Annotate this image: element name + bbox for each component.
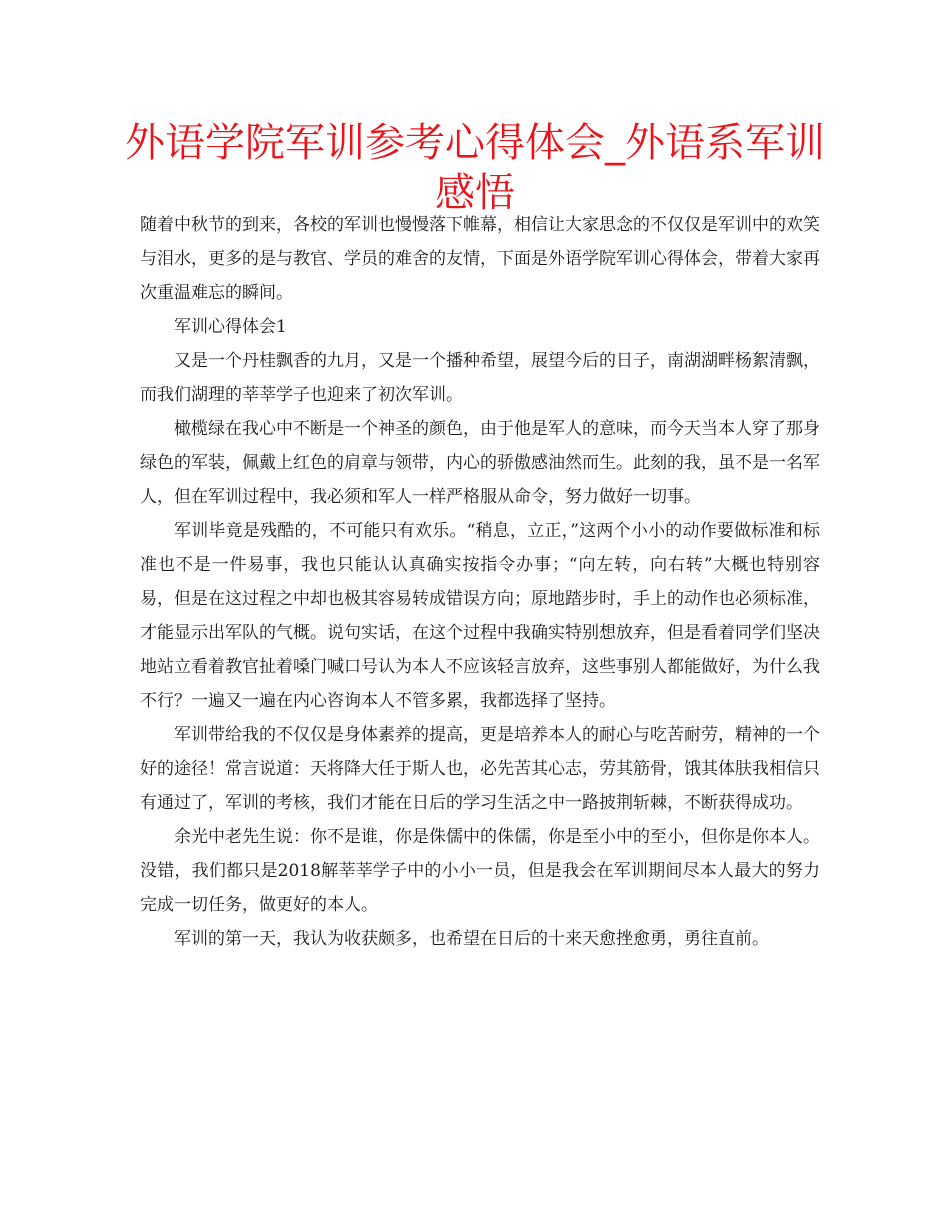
section-heading: 军训心得体会1 xyxy=(174,317,287,337)
body-paragraph: 军训的第一天，我认为收获颇多，也希望在日后的十来天愈挫愈勇，勇往直前。 xyxy=(174,929,769,949)
intro-paragraph: 随着中秋节的到来，各校的军训也慢慢落下帷幕，相信让大家思念的不仅仅是军训中的欢笑与泪水，更多的是与教官、学员的难舍的友情，下面是外语学院军训心得体会，带着大家再次重温难忘的瞬间。 xyxy=(140,215,820,303)
body-paragraph: 橄榄绿在我心中不断是一个神圣的颜色，由于他是军人的意味，而今天当本人穿了那身绿色的军装，佩戴上红色的肩章与领带，内心的骄傲感油然而生。此刻的我，虽不是一名军人，但在军训过程中，我必须和军人一样严格服从命令，努力做好一切事。 xyxy=(140,419,820,507)
document-title: 外语学院军训参考心得体会_外语系军训感悟 xyxy=(125,120,825,216)
body-paragraph: 余光中老先生说：你不是谁，你是侏儒中的侏儒，你是至小中的至小，但你是你本人。没错，我们都只是2018解莘莘学子中的小小一员，但是我会在军训期间尽本人最大的努力完成一切任务，做更好的本人。 xyxy=(140,827,820,915)
body-paragraph: 军训毕竟是残酷的，不可能只有欢乐。“稍息，立正，”这两个小小的动作要做标准和标准也不是一件易事，我也只能认认真确实按指令办事；“向左转，向右转”大概也特别容易，但是在这过程之中却也极其容易转成错误方向；原地踏步时，手上的动作也必须标准，才能显示出军队的气概。说句实话，在这个过程中我确实特别想放弃，但是看着同学们坚决地站立看着教官扯着嗓门喊口号认为本人不应该轻言放弃，这些事别人都能做好，为什么我不行？一遍又一遍在内心咨询本人不管多累，我都选择了坚持。 xyxy=(140,521,820,711)
body-paragraph: 又是一个丹桂飘香的九月，又是一个播种希望，展望今后的日子，南湖湖畔杨絮清飘，而我们湖理的莘莘学子也迎来了初次军训。 xyxy=(140,351,820,405)
body-paragraph: 军训带给我的不仅仅是身体素养的提高，更是培养本人的耐心与吃苦耐劳，精神的一个好的途径！常言说道：天将降大任于斯人也，必先苦其心志，劳其筋骨，饿其体肤我相信只有通过了，军训的考核，我们才能在日后的学习生活之中一路披荆斩棘，不断获得成功。 xyxy=(140,725,820,813)
document-body xyxy=(140,208,820,956)
